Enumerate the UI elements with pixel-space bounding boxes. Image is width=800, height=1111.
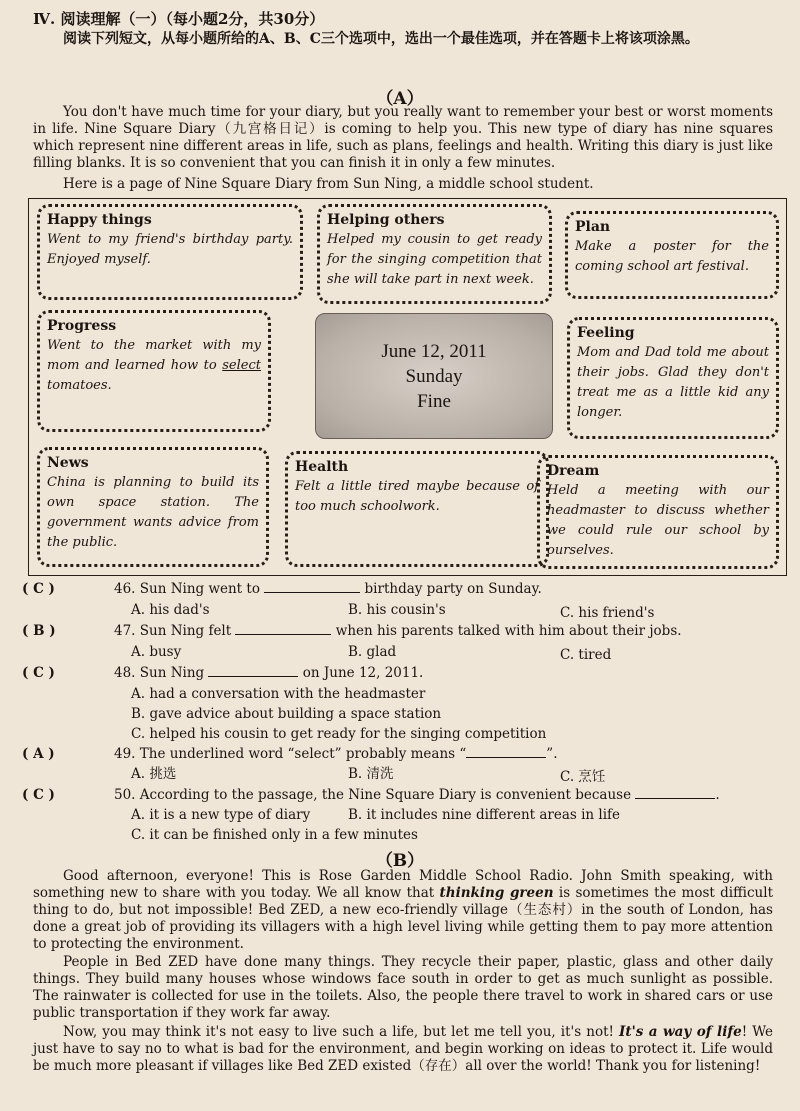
diary-cell-helping-others: [317, 204, 552, 304]
option-b: B. glad: [348, 644, 397, 660]
emphasis-thinking-green: thinking green: [439, 885, 554, 901]
diary-cell-text: Helped my cousin to get ready for the singing competition that she will take part in next week.: [327, 232, 542, 287]
diary-day: Sunday: [405, 365, 463, 387]
passage-a-paragraph-2: Here is a page of Nine Square Diary from Sun Ning, a middle school student.: [63, 176, 594, 192]
passage-b-paragraph-1: Good afternoon, everyone! This is Rose Garden Middle School Radio. John Smith speaking, with something new to share with you today. We all know that thinking green is sometimes the most difficult thing to do, but not impossible! Bed ZED, a new eco-friendly village（生态村）in the south of London, has done a great job of providing its villagers with a high level living while getting them to pay more attention to protecting the environment.: [33, 868, 773, 952]
answer-mark: ( C ): [22, 787, 55, 803]
option-a: A. busy: [131, 644, 182, 660]
answer-blank: [635, 798, 715, 799]
diary-cell-title: Progress: [47, 318, 117, 334]
option-c: C. helped his cousin to get ready for the singing competition: [131, 726, 547, 742]
question-48: ( C ) 48. Sun Ning on June 12, 2011.: [22, 665, 424, 681]
question-46: ( C ) 46. Sun Ning went to birthday party on Sunday.: [22, 581, 542, 597]
passage-b-paragraph-3: Now, you may think it's not easy to live such a life, but let me tell you, it's not! It's a way of life! We just have to say no to what is bad for the environment, and begin working on ideas to protect it. Life would be much more pleasant if villages like Bed ZED existed（存在）all over the world! Thank you for listening!: [33, 1024, 773, 1074]
diary-cell-title: Helping others: [327, 212, 445, 228]
diary-cell-plan: [565, 211, 779, 299]
option-b: B. it includes nine different areas in life: [348, 807, 621, 823]
diary-cell-title: Feeling: [577, 325, 635, 341]
diary-cell-text: Went to the market with my mom and learned how to select tomatoes.: [47, 338, 261, 393]
underlined-word-select: select: [222, 358, 261, 373]
diary-weather: Fine: [417, 390, 451, 412]
answer-blank: [466, 757, 546, 758]
passage-a-label: （A）: [376, 89, 424, 109]
option-b: B. his cousin's: [348, 602, 446, 618]
section-heading: Ⅳ. 阅读理解（一）（每小题2分，共30分）: [33, 10, 325, 28]
answer-blank: [235, 634, 331, 635]
answer-mark: ( C ): [22, 665, 55, 681]
diary-cell-dream: [537, 455, 779, 569]
option-b: B. 清洗: [348, 766, 394, 782]
option-a: A. 挑选: [131, 766, 177, 782]
option-c: C. his friend's: [560, 605, 655, 621]
answer-mark: ( C ): [22, 581, 55, 597]
answer-mark: ( A ): [22, 746, 55, 762]
question-49: ( A ) 49. The underlined word “select” probably means “ ”.: [22, 746, 558, 762]
diary-cell-title: Happy things: [47, 212, 152, 228]
diary-cell-title: News: [47, 455, 89, 471]
diary-cell-text: China is planning to build its own space station. The government wants advice from the public.: [47, 475, 259, 550]
question-47: ( B ) 47. Sun Ning felt when his parents talked with him about their jobs.: [22, 623, 682, 639]
diary-cell-title: Dream: [547, 463, 600, 479]
emphasis-way-of-life: It's a way of life: [619, 1024, 742, 1040]
passage-b-paragraph-2: People in Bed ZED have done many things. They recycle their paper, plastic, glass and other daily things. They build many houses whose windows face south in order to get as much sunlight as possible. The rainwater is collected for use in the toilets. Also, the people there travel to work in shared cars or use public transportation if they work far away.: [33, 954, 773, 1021]
diary-cell-news: [37, 447, 269, 567]
diary-cell-text: Mom and Dad told me about their jobs. Glad they don't treat me as a little kid any longer.: [577, 345, 769, 420]
diary-cell-happy-things: [37, 204, 303, 300]
option-b: B. gave advice about building a space station: [131, 706, 442, 722]
option-a: A. had a conversation with the headmaster: [131, 686, 426, 702]
diary-cell-title: Health: [295, 459, 349, 475]
diary-date: June 12, 2011: [381, 340, 487, 362]
option-a: A. his dad's: [131, 602, 210, 618]
diary-cell-text: Held a meeting with our headmaster to discuss whether we could rule our school by ourselves.: [547, 483, 769, 558]
answer-blank: [264, 592, 360, 593]
passage-a-paragraph-1: You don't have much time for your diary, but you really want to remember your best or worst moments in life. Nine Square Diary（九宫格日记）is coming to help you. This new type of diary has nine squares which represent nine different areas in life, such as plans, feelings and health. Writing this diary is just like filling blanks. It is so convenient that you can finish it in only a few minutes.: [33, 104, 773, 171]
diary-cell-health: [285, 451, 549, 567]
passage-b-label: （B）: [375, 851, 425, 871]
diary-cell-text: Felt a little tired maybe because of too much schoolwork.: [295, 479, 539, 514]
question-50: ( C ) 50. According to the passage, the Nine Square Diary is convenient because .: [22, 787, 720, 803]
nine-square-diary: [28, 198, 787, 576]
diary-cell-text: Went to my friend's birthday party. Enjoyed myself.: [47, 232, 293, 267]
diary-cell-title: Plan: [575, 219, 611, 235]
option-c: C. 烹饪: [560, 769, 606, 785]
diary-cell-text: Make a poster for the coming school art festival.: [575, 239, 769, 274]
section-instruction: 阅读下列短文，从每小题所给的A、B、C三个选项中，选出一个最佳选项，并在答题卡上将该项涂黑。: [63, 31, 699, 47]
option-a: A. it is a new type of diary: [131, 807, 311, 823]
option-c: C. tired: [560, 647, 612, 663]
answer-mark: ( B ): [22, 623, 56, 639]
diary-cell-progress: [37, 310, 271, 432]
option-c: C. it can be finished only in a few minutes: [131, 827, 418, 843]
answer-blank: [208, 676, 298, 677]
diary-cell-feeling: [567, 317, 779, 439]
diary-date-panel: [315, 313, 553, 439]
